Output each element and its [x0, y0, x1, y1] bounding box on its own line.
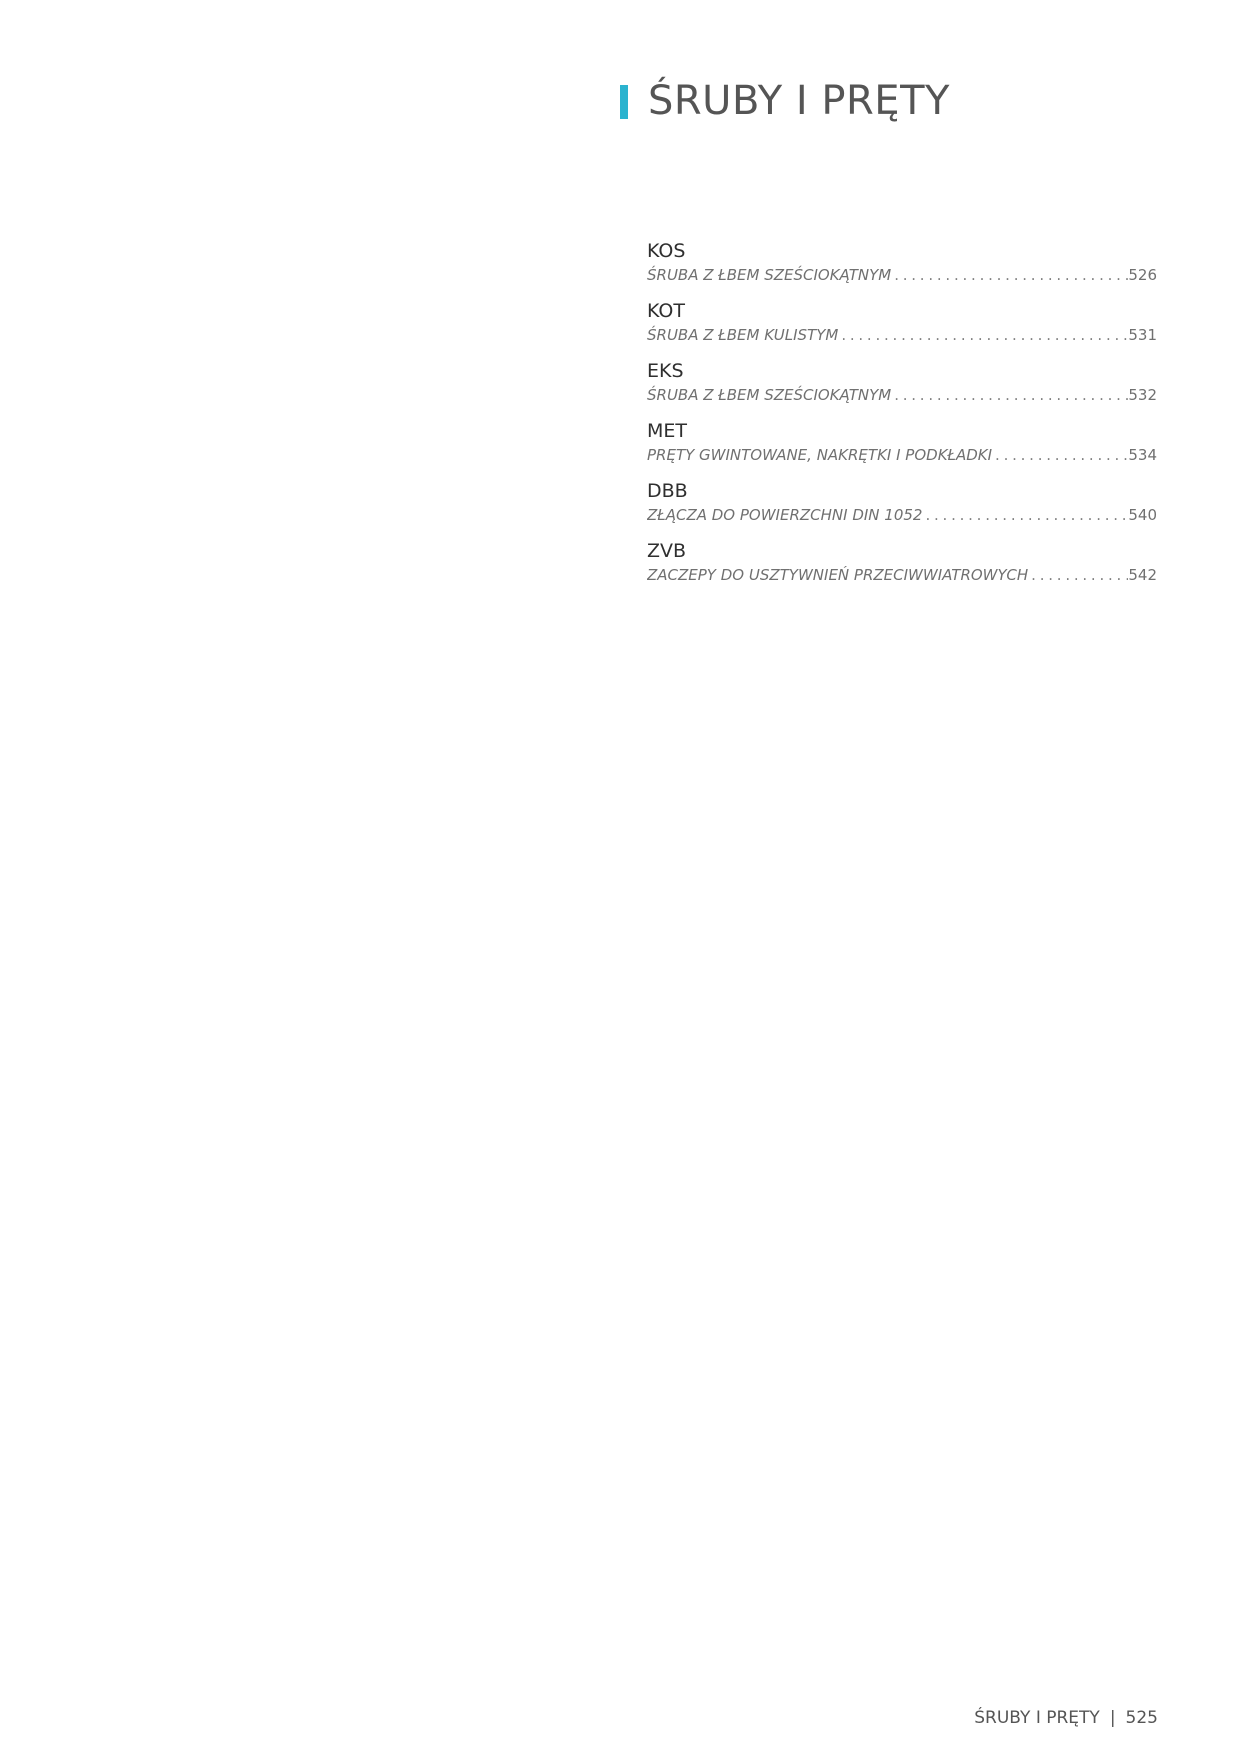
toc-page-number: 540 — [1128, 506, 1157, 524]
toc-page-number: 532 — [1128, 386, 1157, 404]
toc-line — [647, 504, 1157, 526]
toc-description: ŚRUBA Z ŁBEM SZEŚCIOKĄTNYM — [647, 266, 892, 284]
toc-entry-met[interactable] — [647, 418, 1157, 467]
toc-entry-dbb[interactable] — [647, 478, 1157, 527]
toc-line — [647, 324, 1157, 346]
toc-page-number: 542 — [1128, 566, 1157, 584]
toc-entry-kos[interactable] — [647, 238, 1157, 287]
toc-code: DBB — [647, 480, 688, 502]
toc-description: ŚRUBA Z ŁBEM SZEŚCIOKĄTNYM — [647, 386, 892, 404]
toc-page-number: 526 — [1128, 266, 1157, 284]
footer-page-number: 525 — [1125, 1708, 1158, 1728]
toc-description: ŚRUBA Z ŁBEM KULISTYM — [647, 326, 839, 344]
chapter-heading — [620, 78, 950, 124]
dot-leader — [891, 384, 1128, 406]
toc-line — [647, 384, 1157, 406]
footer-separator: | — [1109, 1708, 1116, 1728]
dot-leader — [992, 444, 1128, 466]
toc-page-number: 534 — [1128, 446, 1157, 464]
toc-line — [647, 564, 1157, 586]
toc-description: ZACZEPY DO USZTYWNIEŃ PRZECIWWIATROWYCH — [647, 566, 1029, 584]
toc-code: EKS — [647, 360, 684, 382]
toc-description: ZŁĄCZA DO POWIERZCHNI DIN 1052 — [647, 506, 923, 524]
toc-entry-eks[interactable] — [647, 358, 1157, 407]
toc-page-number: 531 — [1128, 326, 1157, 344]
page-title: ŚRUBY I PRĘTY — [648, 78, 950, 124]
toc-code: ZVB — [647, 540, 687, 562]
dot-leader — [838, 324, 1128, 346]
table-of-contents — [647, 238, 1157, 598]
toc-line — [647, 264, 1157, 286]
toc-line — [647, 444, 1157, 466]
page-footer — [974, 1708, 1158, 1728]
toc-description: PRĘTY GWINTOWANE, NAKRĘTKI I PODKŁADKI — [647, 446, 993, 464]
toc-code: KOS — [647, 240, 686, 262]
toc-code: MET — [647, 420, 688, 442]
footer-section-title: ŚRUBY I PRĘTY — [974, 1708, 1100, 1728]
dot-leader — [922, 504, 1128, 526]
accent-bar — [620, 85, 628, 119]
toc-entry-kot[interactable] — [647, 298, 1157, 347]
dot-leader — [1028, 564, 1128, 586]
dot-leader — [891, 264, 1128, 286]
toc-code: KOT — [647, 300, 685, 322]
toc-entry-zvb[interactable] — [647, 538, 1157, 587]
